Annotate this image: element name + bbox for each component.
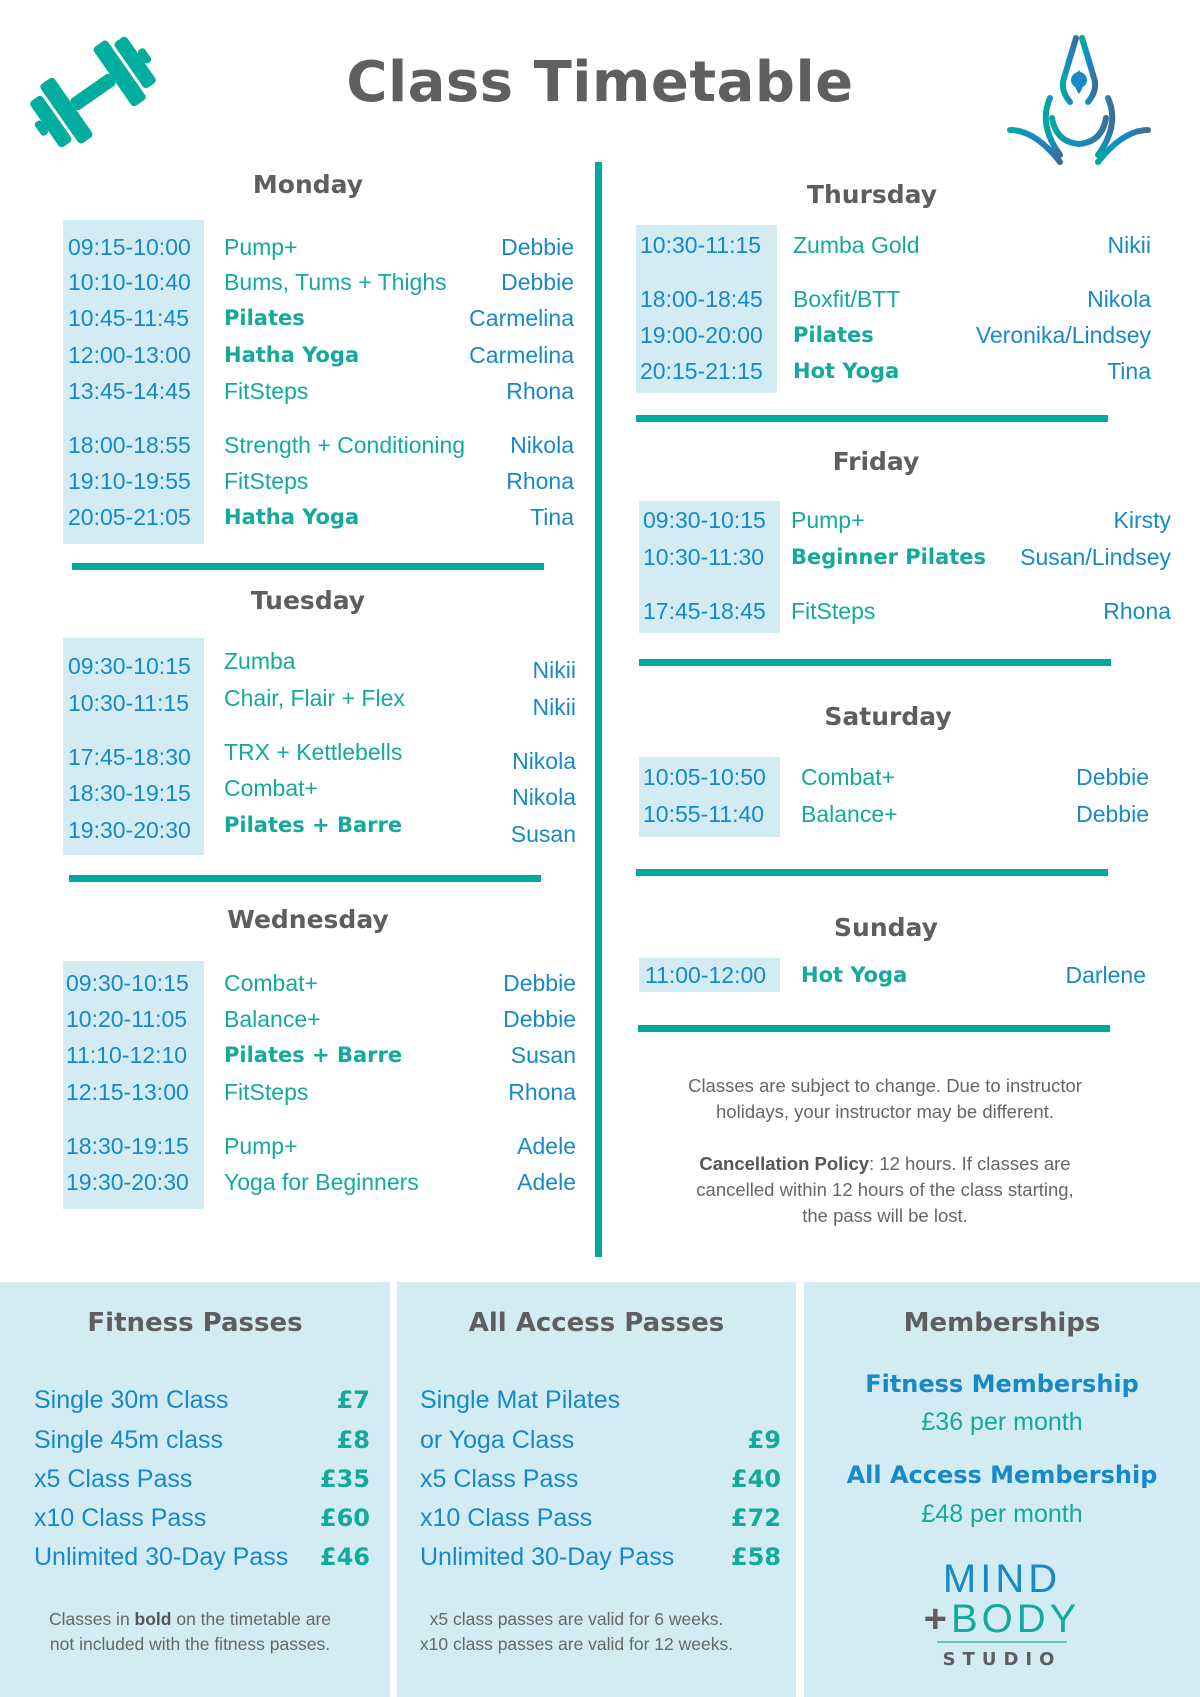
class-name: Pilates — [793, 323, 874, 347]
class-time: 11:10-12:10 — [66, 1042, 188, 1068]
logo-underline — [937, 1641, 1067, 1643]
class-name: Pump+ — [224, 234, 298, 260]
panel-title: Memberships — [903, 1308, 1101, 1338]
class-row — [68, 739, 576, 774]
page-title: Class Timetable — [346, 50, 854, 115]
note-line: x5 class passes are valid for 6 weeks. — [429, 1609, 724, 1629]
class-instructor: Debbie — [1076, 764, 1149, 790]
class-row — [66, 1131, 576, 1161]
class-time: 10:05-10:50 — [643, 764, 766, 790]
class-instructor: Debbie — [503, 970, 576, 996]
class-name: Pilates — [224, 306, 305, 330]
class-name: Pump+ — [791, 507, 865, 533]
class-row — [66, 1040, 576, 1070]
studio-logo — [804, 1559, 1200, 1670]
class-time: 20:15-21:15 — [640, 358, 763, 384]
price-row — [420, 1422, 781, 1458]
class-time: 12:00-13:00 — [68, 342, 191, 368]
logo-studio: STUDIO — [942, 1649, 1062, 1670]
class-instructor: Susan — [510, 821, 576, 847]
class-instructor: Nikola — [512, 784, 576, 810]
section-divider — [636, 415, 1108, 422]
day-heading-friday: Friday — [832, 447, 920, 476]
class-name: Hot Yoga — [793, 359, 900, 383]
class-row — [643, 596, 1171, 626]
class-time: 10:55-11:40 — [643, 801, 765, 827]
class-instructor: Rhona — [506, 378, 574, 404]
class-name: TRX + Kettlebells — [224, 739, 403, 765]
class-row — [68, 685, 576, 720]
all-access-passes-note — [397, 1607, 756, 1657]
membership-name: All Access Membership — [846, 1461, 1158, 1489]
class-time: 10:30-11:15 — [68, 690, 190, 716]
class-time: 09:30-10:15 — [66, 970, 189, 996]
class-instructor: Rhona — [506, 468, 574, 494]
class-instructor: Nikola — [510, 432, 574, 458]
fitness-passes-panel — [0, 1282, 390, 1697]
class-time: 12:15-13:00 — [66, 1079, 189, 1105]
price-amount: £46 — [319, 1543, 370, 1571]
class-time: 10:20-11:05 — [66, 1006, 188, 1032]
price-label: x5 Class Pass — [420, 1465, 579, 1493]
class-instructor: Rhona — [508, 1079, 576, 1105]
class-row — [68, 430, 574, 460]
class-time: 10:10-10:40 — [68, 269, 191, 295]
logo-mind: MIND — [942, 1557, 1062, 1601]
class-row — [643, 542, 1171, 572]
section-divider — [69, 875, 541, 882]
class-row — [68, 232, 574, 262]
class-instructor: Susan — [510, 1042, 576, 1068]
class-row — [68, 340, 574, 370]
membership-name: Fitness Membership — [865, 1370, 1139, 1398]
class-instructor: Debbie — [503, 1006, 576, 1032]
class-name: Balance+ — [801, 801, 898, 827]
class-name: Boxfit/BTT — [793, 286, 901, 312]
class-instructor: Carmelina — [469, 305, 574, 331]
policy-text: : 12 hours. If classes are — [869, 1153, 1071, 1174]
note-bold: bold — [134, 1609, 172, 1629]
note-text: on the timetable are — [171, 1609, 332, 1629]
price-row — [420, 1539, 781, 1575]
class-name: Combat+ — [801, 764, 895, 790]
class-name: FitSteps — [791, 598, 876, 624]
class-instructor: Susan/Lindsey — [1020, 544, 1171, 570]
class-row — [68, 267, 574, 297]
policy-label: Cancellation Policy — [699, 1153, 870, 1174]
price-amount: £40 — [730, 1465, 781, 1493]
class-instructor: Debbie — [501, 234, 574, 260]
class-instructor: Tina — [530, 504, 574, 530]
class-instructor: Nikola — [1087, 286, 1151, 312]
price-label: x5 Class Pass — [34, 1465, 193, 1493]
class-row — [68, 648, 576, 683]
price-row — [34, 1422, 370, 1458]
class-row — [640, 320, 1151, 350]
class-row — [68, 775, 576, 810]
class-name: Bums, Tums + Thighs — [224, 269, 447, 295]
price-label: x10 Class Pass — [420, 1504, 593, 1532]
panel-title: All Access Passes — [468, 1308, 725, 1338]
class-time: 11:00-12:00 — [645, 962, 767, 988]
class-time: 18:00-18:55 — [68, 432, 191, 458]
class-name: Hatha Yoga — [224, 505, 360, 529]
class-name: Combat+ — [224, 775, 318, 801]
price-amount: £35 — [319, 1465, 370, 1493]
class-row — [66, 1077, 576, 1107]
day-heading-tuesday: Tuesday — [250, 586, 366, 615]
membership-price: £48 per month — [921, 1500, 1083, 1528]
day-heading-saturday: Saturday — [824, 702, 952, 731]
class-instructor: Nikii — [532, 694, 576, 720]
price-label: x10 Class Pass — [34, 1504, 207, 1532]
class-instructor: Veronika/Lindsey — [975, 322, 1151, 348]
price-amount: £72 — [730, 1504, 781, 1532]
day-heading-sunday: Sunday — [834, 913, 938, 942]
class-time: 18:30-19:15 — [68, 780, 191, 806]
class-instructor: Nikii — [1107, 232, 1151, 258]
class-time: 17:45-18:30 — [68, 744, 191, 770]
day-heading-thursday: Thursday — [806, 180, 938, 209]
class-row — [643, 799, 1149, 829]
price-amount: £58 — [730, 1543, 781, 1571]
logo-body: BODY — [951, 1597, 1081, 1641]
price-row — [420, 1461, 781, 1497]
class-name: Chair, Flair + Flex — [224, 685, 405, 711]
day-heading-monday: Monday — [252, 170, 364, 199]
price-label: or Yoga Class — [420, 1426, 575, 1454]
class-time: 10:30-11:15 — [640, 232, 762, 258]
class-instructor: Nikii — [532, 657, 576, 683]
class-time: 10:45-11:45 — [68, 305, 190, 331]
class-time: 20:05-21:05 — [68, 504, 191, 530]
class-row — [640, 356, 1151, 386]
section-divider — [639, 659, 1111, 666]
class-row — [640, 284, 1151, 314]
price-row — [420, 1500, 781, 1536]
note-line — [0, 1607, 380, 1632]
class-name: Hatha Yoga — [224, 343, 360, 367]
class-instructor: Tina — [1107, 358, 1151, 384]
class-row — [68, 466, 574, 496]
class-name: Zumba Gold — [793, 232, 920, 258]
membership-price: £36 per month — [921, 1408, 1083, 1436]
class-name: Balance+ — [224, 1006, 321, 1032]
class-name: FitSteps — [224, 378, 309, 404]
note-text: Classes in — [48, 1609, 135, 1629]
price-amount: £7 — [336, 1386, 370, 1414]
class-name: Zumba — [224, 648, 296, 674]
price-amount: £60 — [319, 1504, 370, 1532]
price-amount: £8 — [336, 1426, 370, 1454]
class-time: 19:30-20:30 — [68, 817, 191, 843]
class-instructor: Rhona — [1103, 598, 1171, 624]
yoga-lotus-icon — [990, 30, 1170, 170]
price-row — [34, 1500, 370, 1536]
section-divider — [636, 869, 1108, 876]
class-instructor: Debbie — [1076, 801, 1149, 827]
logo-plus: + — [923, 1597, 951, 1641]
price-row — [34, 1382, 370, 1418]
note-line: Classes are subject to change. Due to instructor — [688, 1075, 1082, 1096]
class-instructor: Carmelina — [469, 342, 574, 368]
class-time: 18:30-19:15 — [66, 1133, 189, 1159]
note-line: x10 class passes are valid for 12 weeks. — [419, 1634, 734, 1654]
price-row — [420, 1382, 781, 1418]
cancellation-policy — [620, 1151, 1150, 1229]
price-label: Single 30m Class — [34, 1386, 229, 1414]
class-instructor: Darlene — [1065, 962, 1146, 988]
class-instructor: Nikola — [512, 748, 576, 774]
class-row — [66, 1004, 576, 1034]
class-time: 17:45-18:45 — [643, 598, 766, 624]
class-name: FitSteps — [224, 1079, 309, 1105]
price-row — [34, 1539, 370, 1575]
class-time: 13:45-14:45 — [68, 378, 191, 404]
class-row — [68, 502, 574, 532]
class-row — [68, 813, 576, 847]
day-heading-wednesday: Wednesday — [227, 905, 389, 934]
section-divider — [638, 1025, 1110, 1032]
price-label: Unlimited 30-Day Pass — [34, 1543, 289, 1571]
class-time: 19:10-19:55 — [68, 468, 191, 494]
class-time: 19:00-20:00 — [640, 322, 763, 348]
note-line: holidays, your instructor may be different. — [716, 1101, 1054, 1122]
section-divider — [72, 563, 544, 570]
class-time: 19:30-20:30 — [66, 1169, 189, 1195]
class-time: 18:00-18:45 — [640, 286, 763, 312]
class-row — [66, 968, 576, 998]
class-time: 10:30-11:30 — [643, 544, 765, 570]
note-line: the pass will be lost. — [802, 1205, 968, 1226]
price-label: Single Mat Pilates — [420, 1386, 621, 1414]
schedule-change-note — [620, 1073, 1150, 1125]
class-row — [643, 762, 1149, 792]
class-instructor: Adele — [517, 1169, 576, 1195]
class-name: Pilates + Barre — [224, 1043, 403, 1067]
note-line: cancelled within 12 hours of the class starting, — [696, 1179, 1074, 1200]
class-instructor: Debbie — [501, 269, 574, 295]
class-time: 09:15-10:00 — [68, 234, 191, 260]
price-label: Unlimited 30-Day Pass — [420, 1543, 675, 1571]
class-name: Combat+ — [224, 970, 318, 996]
price-label: Single 45m class — [34, 1426, 223, 1454]
class-row — [68, 376, 574, 406]
all-access-passes-panel — [397, 1282, 796, 1697]
class-name: Hot Yoga — [801, 963, 908, 987]
class-row — [68, 303, 574, 333]
class-name: Pilates + Barre — [224, 813, 403, 837]
note-line: not included with the fitness passes. — [49, 1634, 331, 1654]
class-name: Pump+ — [224, 1133, 298, 1159]
price-amount: £9 — [747, 1426, 781, 1454]
class-row — [643, 505, 1171, 535]
column-divider — [595, 162, 602, 1257]
class-instructor: Kirsty — [1113, 507, 1171, 533]
class-row — [66, 1167, 576, 1197]
panel-title: Fitness Passes — [87, 1308, 303, 1338]
memberships-panel — [804, 1282, 1200, 1697]
class-time: 09:30-10:15 — [68, 653, 191, 679]
class-name: Beginner Pilates — [791, 545, 987, 569]
fitness-passes-note — [0, 1607, 380, 1657]
class-row — [640, 230, 1151, 260]
class-name: Yoga for Beginners — [224, 1169, 419, 1195]
logo-body-line — [804, 1599, 1200, 1639]
class-name: FitSteps — [224, 468, 309, 494]
class-instructor: Adele — [517, 1133, 576, 1159]
class-row — [645, 960, 1146, 990]
note-line — [620, 1151, 1150, 1177]
class-time: 09:30-10:15 — [643, 507, 766, 533]
class-name: Strength + Conditioning — [224, 432, 466, 458]
price-row — [34, 1461, 370, 1497]
